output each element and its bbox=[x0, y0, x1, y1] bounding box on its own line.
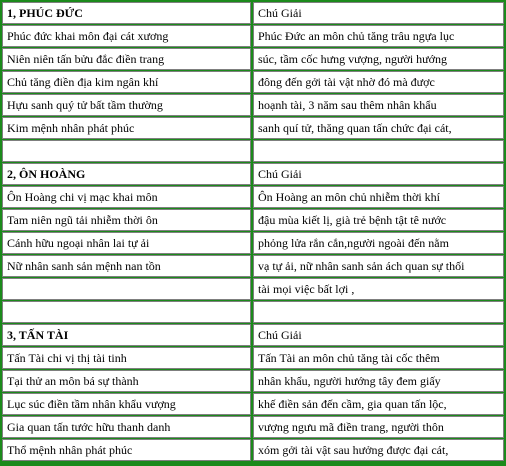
verse-cell bbox=[2, 140, 251, 162]
section-header-row bbox=[0, 163, 506, 185]
section-header-row bbox=[0, 324, 506, 346]
note-cell: vượng ngưu mã điền trang, người thôn bbox=[253, 416, 504, 438]
note-header: Chú Giải bbox=[253, 2, 504, 24]
section-title: 2, ÔN HOÀNG bbox=[2, 163, 251, 185]
verse-cell: Niên niên tấn bửu đắc điền trang bbox=[2, 48, 251, 70]
table-row bbox=[0, 278, 506, 300]
verse-cell: Thổ mệnh nhân phát phúc bbox=[2, 439, 251, 461]
note-cell: Tấn Tài an môn chủ tăng tài cốc thêm bbox=[253, 347, 504, 369]
table-row bbox=[0, 232, 506, 254]
note-cell: đông đến gởi tài vật nhờ đó mà được bbox=[253, 71, 504, 93]
verse-cell bbox=[2, 301, 251, 323]
table-row bbox=[0, 393, 506, 415]
table-row bbox=[0, 71, 506, 93]
table-row bbox=[0, 209, 506, 231]
note-cell: sanh quí tử, thăng quan tấn chức đại cát, bbox=[253, 117, 504, 139]
note-cell: hoạnh tài, 3 năm sau thêm nhân khẩu bbox=[253, 94, 504, 116]
verse-cell: Kim mệnh nhân phát phúc bbox=[2, 117, 251, 139]
note-cell: súc, tầm cốc hưng vượng, người hướng bbox=[253, 48, 504, 70]
note-cell: phỏng lửa rắn cắn,người ngoài đến nằm bbox=[253, 232, 504, 254]
table-row bbox=[0, 140, 506, 162]
table-row bbox=[0, 94, 506, 116]
verse-cell: Phúc đức khai môn đại cát xương bbox=[2, 25, 251, 47]
table-row bbox=[0, 48, 506, 70]
verse-cell: Nữ nhân sanh sản mệnh nan tồn bbox=[2, 255, 251, 277]
verse-cell: Cánh hữu ngoại nhân lai tự ải bbox=[2, 232, 251, 254]
verse-cell: Tấn Tài chi vị thị tài tinh bbox=[2, 347, 251, 369]
note-cell: vạ tự ải, nữ nhân sanh sản ách quan sự thối bbox=[253, 255, 504, 277]
section-title: 1, PHÚC ĐỨC bbox=[2, 2, 251, 24]
table-row bbox=[0, 439, 506, 461]
section-title: 3, TẤN TÀI bbox=[2, 324, 251, 346]
note-cell: xóm gởi tài vật sau hưởng được đại cát, bbox=[253, 439, 504, 461]
note-cell: đậu mùa kiết lị, già trẻ bệnh tật tê nước bbox=[253, 209, 504, 231]
note-cell: Phúc Đức an môn chủ tăng trâu ngựa lục bbox=[253, 25, 504, 47]
verse-cell: Hựu sanh quý tử bất tầm thường bbox=[2, 94, 251, 116]
table-row bbox=[0, 186, 506, 208]
table-row bbox=[0, 347, 506, 369]
note-cell: nhân khẩu, người hướng tây đem giấy bbox=[253, 370, 504, 392]
table-row bbox=[0, 117, 506, 139]
table-row bbox=[0, 255, 506, 277]
verse-cell: Chủ tăng điền địa kim ngân khí bbox=[2, 71, 251, 93]
verse-cell bbox=[2, 278, 251, 300]
verse-cell: Tam niên ngũ tải nhiễm thời ôn bbox=[2, 209, 251, 231]
note-cell: Ôn Hoàng an môn chủ nhiễm thời khí bbox=[253, 186, 504, 208]
verse-cell: Lục súc điền tầm nhân khẩu vượng bbox=[2, 393, 251, 415]
verse-cell: Ôn Hoàng chi vị mạc khai môn bbox=[2, 186, 251, 208]
note-cell bbox=[253, 140, 504, 162]
table-row bbox=[0, 301, 506, 323]
note-header: Chú Giải bbox=[253, 163, 504, 185]
table-row bbox=[0, 25, 506, 47]
section-header-row bbox=[0, 2, 506, 24]
verse-cell: Tại thử an môn bá sự thành bbox=[2, 370, 251, 392]
note-cell: tài mọi việc bất lợi , bbox=[253, 278, 504, 300]
table-row bbox=[0, 370, 506, 392]
note-cell: khế điền sản đến cầm, gia quan tấn lộc, bbox=[253, 393, 504, 415]
note-header: Chú Giải bbox=[253, 324, 504, 346]
note-cell bbox=[253, 301, 504, 323]
table-row bbox=[0, 416, 506, 438]
verse-cell: Gia quan tấn tước hữu thanh danh bbox=[2, 416, 251, 438]
